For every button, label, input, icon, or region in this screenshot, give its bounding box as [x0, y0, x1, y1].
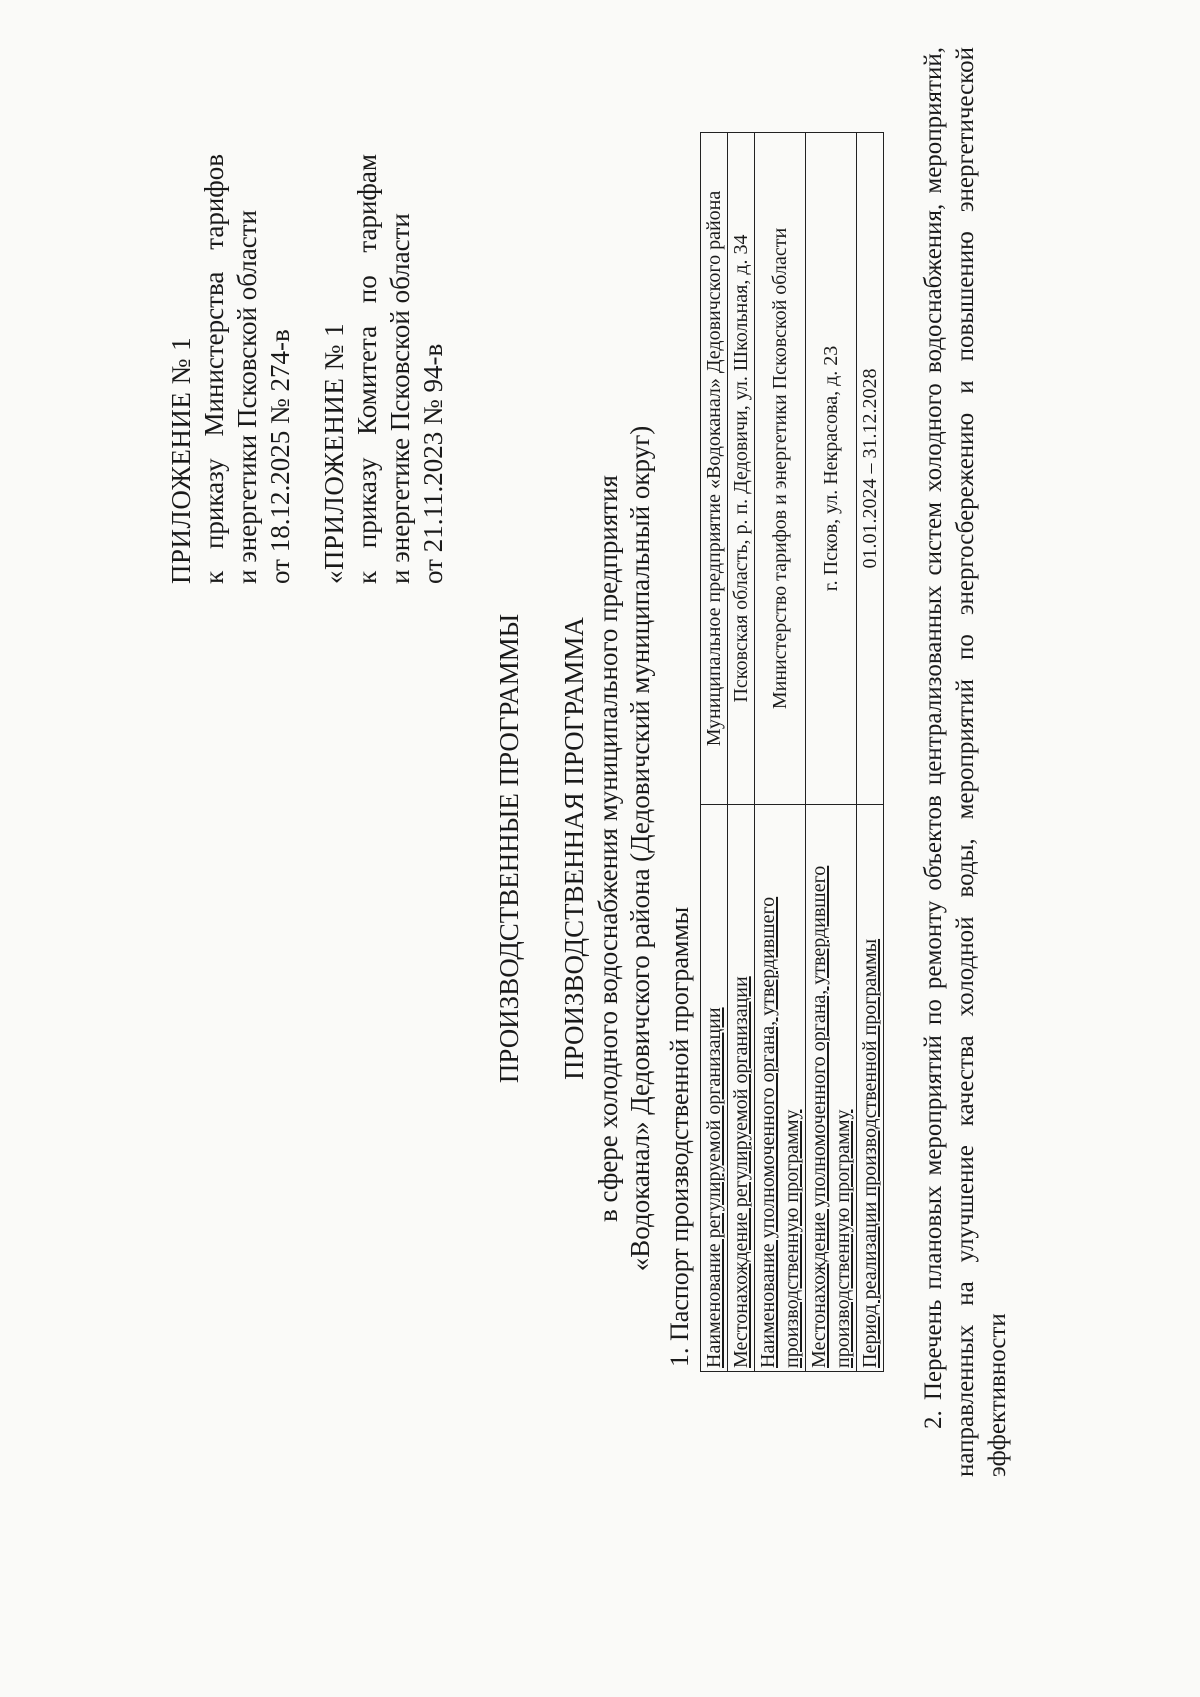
- table-row: [755, 133, 806, 1372]
- word: к: [352, 570, 382, 584]
- appendix-notice-current: [165, 154, 297, 584]
- row-label: Период реализации производственной программы: [857, 805, 884, 1372]
- row-label: Наименование регулируемой организации: [701, 805, 728, 1372]
- appendix-date-line: от 21.11.2023 № 94-в: [418, 343, 448, 584]
- word: тарифам: [352, 153, 382, 253]
- table-row: [857, 133, 884, 1372]
- word: Министерства: [199, 271, 229, 437]
- word: приказу: [352, 457, 382, 549]
- row-label: Наименование уполномоченного органа, утвердившего производственную программу: [755, 805, 806, 1372]
- passport-table: [700, 132, 884, 1372]
- appendix-authority-line: и энергетике Псковской области: [385, 213, 415, 584]
- appendix-date-line: от 18.12.2025 № 274-в: [265, 329, 295, 584]
- document-heading: ПРОИЗВОДСТВЕННЫЕ ПРОГРАММЫ: [494, 613, 524, 1084]
- word: тарифов: [199, 153, 229, 250]
- row-label: Местонахождение уполномоченного органа, утвердившего производственную программу: [806, 805, 857, 1372]
- appendix-order-line: [351, 154, 384, 584]
- word: Комитета: [352, 325, 382, 435]
- program-title: ПРОИЗВОДСТВЕННАЯ ПРОГРАММА: [559, 617, 589, 1080]
- appendix-order-line: [198, 154, 231, 584]
- row-value: г. Псков, ул. Некрасова, д. 23: [806, 133, 857, 805]
- appendix-title: ПРИЛОЖЕНИЕ № 1: [166, 336, 196, 584]
- section-2-text: 2. Перечень плановых мероприятий по ремонту объектов централизованных систем холодного водоснабжения, мероприятий, направленных на улучшение качества холодной воды, мероприятий по энергосбережению и повышению энергетической эффективности: [920, 47, 1011, 1477]
- passport-section-title: 1. Паспорт производственной программы: [665, 906, 694, 1367]
- row-label: Местонахождение регулируемой организации: [728, 805, 755, 1372]
- program-subtitle-line-2: «Водоканал» Дедовичского района (Дедовичский муниципальный округ): [625, 425, 655, 1272]
- program-subtitle-line-1: в сфере холодного водоснабжения муниципального предприятия: [593, 475, 623, 1222]
- appendix-notice-original: [318, 154, 450, 584]
- row-value: Псковская область, р. п. Дедовичи, ул. Школьная, д. 34: [728, 133, 755, 805]
- word: по: [352, 275, 382, 304]
- table-row: [728, 133, 755, 1372]
- row-value: Муниципальное предприятие «Водоканал» Дедовичского района: [701, 133, 728, 805]
- word: приказу: [199, 458, 229, 550]
- appendix-authority-line: и энергетики Псковской области: [232, 210, 262, 584]
- table-row: [806, 133, 857, 1372]
- table-row: [701, 133, 728, 1372]
- row-value: 01.01.2024 – 31.12.2028: [857, 133, 884, 805]
- row-value: Министерство тарифов и энергетики Псковской области: [755, 133, 806, 805]
- appendix-title: «ПРИЛОЖЕНИЕ № 1: [319, 322, 349, 584]
- word: к: [199, 570, 229, 584]
- section-2-paragraph: [918, 47, 1014, 1477]
